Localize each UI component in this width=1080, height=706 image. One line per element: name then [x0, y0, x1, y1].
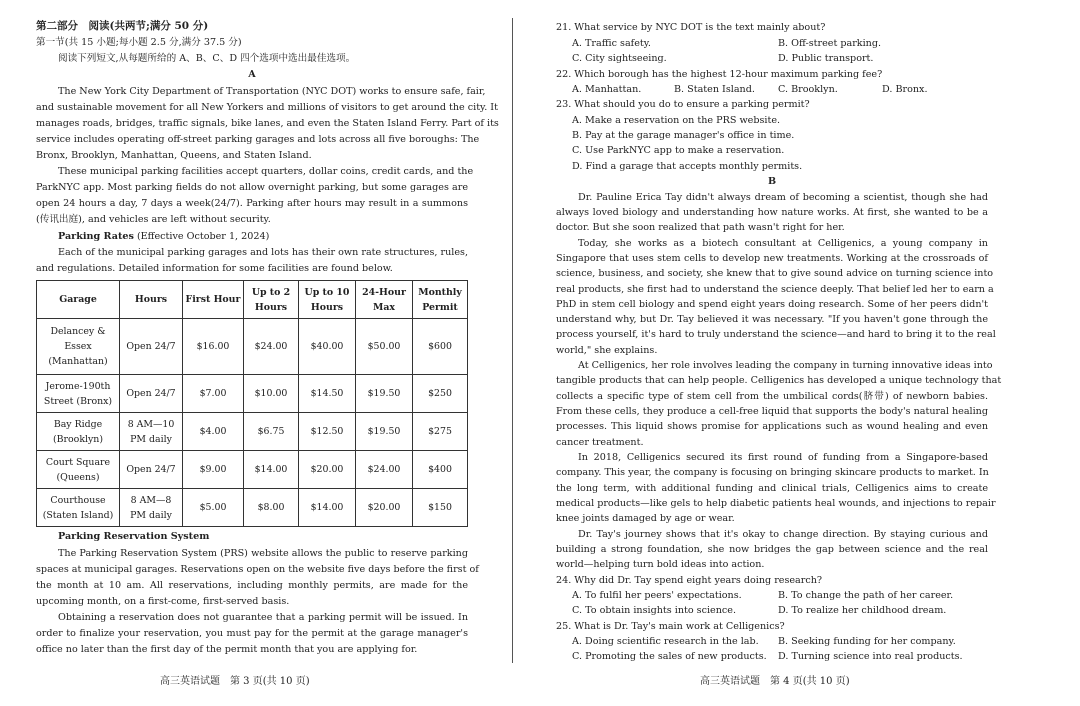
text-line: At Celligenics, her role involves leading the company in turning innovative ideas into: [578, 360, 993, 371]
cell-up-to-2: $6.75: [244, 413, 299, 451]
text-line: understand why, but Dr. Tay believed it was necessary. "If you haven't gone through the: [556, 314, 988, 325]
header-garage: Garage: [37, 281, 120, 319]
cell-up-to-10: $12.50: [299, 413, 356, 451]
text-line: real products, she first had to understand the science deeply. That belief led her to earn a: [556, 284, 994, 295]
cell-24-hour-max: $19.50: [356, 413, 413, 451]
cell-garage: Bay Ridge (Brooklyn): [37, 413, 120, 451]
text-line: open 24 hours a day, 7 days a week(24/7). Parking after hours may result in a summons: [36, 198, 468, 209]
cell-24-hour-max: $19.50: [356, 375, 413, 413]
instruction: 阅读下列短文,从每题所给的 A、B、C、D 四个选项中选出最佳选项。: [58, 53, 356, 64]
cell-first-hour: $7.00: [183, 375, 244, 413]
cell-up-to-2: $24.00: [244, 319, 299, 375]
text-line: the long term, with additional funding and clinical trials, Celligenics aims to create: [556, 483, 988, 494]
table-row: [37, 375, 468, 413]
text-line: From these cells, they produce a cell-free liquid that supports the body's natural healing: [556, 406, 988, 417]
cell-24-hour-max: $20.00: [356, 489, 413, 527]
option: D. Turning science into real products.: [778, 651, 963, 662]
text-line: order to finalize your reservation, you must pay for the permit at the garage manager's: [36, 628, 468, 639]
text-line: office no later than the first day of the permit month that you are applying for.: [36, 644, 418, 655]
question-22: 22. Which borough has the highest 12-hour maximum parking fee?: [556, 69, 883, 80]
text-line: cancer treatment.: [556, 437, 644, 448]
text-line: science, business, and society, she knew that to give sound advice on turning science into: [556, 268, 994, 279]
text-line: company. This year, the company is focusing on bringing skincare products to market. In: [556, 467, 989, 478]
cell-hours: Open 24/7: [120, 451, 183, 489]
option: D. Find a garage that accepts monthly permits.: [572, 161, 803, 172]
cell-garage: Delancey & Essex (Manhattan): [37, 319, 120, 375]
table-row: [37, 489, 468, 527]
table-row: [37, 413, 468, 451]
text-line: Each of the municipal parking garages and lots has their own rate structures, rules,: [58, 247, 468, 258]
text-line: Obtaining a reservation does not guarantee that a parking permit will be issued. In: [58, 612, 468, 623]
text-line: manages roads, bridges, traffic signals, bike lanes, and even the Staten Island Ferry. Part of its: [36, 118, 499, 129]
header-up-to-10: Up to 10 Hours: [299, 281, 356, 319]
text-line: upcoming month, on a first-come, first-served basis.: [36, 596, 290, 607]
text-line: world—helping turn bold ideas into action.: [556, 559, 765, 570]
text-line: building a strong foundation, she now bridges the gap between science and the real: [556, 544, 988, 555]
option: C. To obtain insights into science.: [572, 605, 737, 616]
cell-first-hour: $4.00: [183, 413, 244, 451]
text-line: process yourself, it's hard to truly understand the science—and hard to bring it to the real: [556, 329, 996, 340]
table-header-row: [37, 281, 468, 319]
text-line: and regulations. Detailed information for some facilities are found below.: [36, 263, 393, 274]
subsection-title: 第一节(共 15 小题;每小题 2.5 分,满分 37.5 分): [36, 37, 242, 48]
text-line: (传讯出庭), and vehicles are left without security.: [36, 214, 271, 225]
text-line: world," she explains.: [556, 345, 658, 356]
cell-garage: Courthouse (Staten Island): [37, 489, 120, 527]
cell-monthly-permit: $275: [413, 413, 468, 451]
question-23: 23. What should you do to ensure a parking permit?: [556, 99, 810, 110]
cell-monthly-permit: $400: [413, 451, 468, 489]
cell-monthly-permit: $250: [413, 375, 468, 413]
text-line: The Parking Reservation System (PRS) website allows the public to reserve parking: [58, 548, 468, 559]
column-divider: [512, 18, 513, 663]
option: B. Seeking funding for her company.: [778, 636, 956, 647]
option: B. Off-street parking.: [778, 38, 882, 49]
option: A. Make a reservation on the PRS website.: [572, 115, 781, 126]
option: D. To realize her childhood dream.: [778, 605, 947, 616]
option: C. Promoting the sales of new products.: [572, 651, 767, 662]
text-line: knee joints damaged by age or wear.: [556, 513, 735, 524]
cell-hours: Open 24/7: [120, 319, 183, 375]
question-25: 25. What is Dr. Tay's main work at Celligenics?: [556, 621, 785, 632]
text-line: processes. This liquid shows promise for applications such as wound healing and even: [556, 421, 988, 432]
text-line: Dr. Tay's journey shows that it's okay to change direction. By staying curious and: [578, 529, 988, 540]
parking-rates-table: [36, 280, 468, 527]
text-line: and sustainable movement for all New Yorkers and millions of visitors to get around the city. It: [36, 102, 498, 113]
text-line: PhD in stem cell biology and spend eight years doing research. Some of her peers didn't: [556, 299, 988, 310]
text-line: Today, she works as a biotech consultant at Celligenics, a young company in: [578, 238, 988, 249]
text-line: always loved biology and understanding how nature works. At first, she wanted to be a: [556, 207, 988, 218]
text-line: The New York City Department of Transportation (NYC DOT) works to ensure safe, fair,: [58, 86, 486, 97]
cell-first-hour: $16.00: [183, 319, 244, 375]
text-line: Bronx, Brooklyn, Manhattan, Queens, and Staten Island.: [36, 150, 312, 161]
cell-garage: Jerome-190th Street (Bronx): [37, 375, 120, 413]
text-line: ParkNYC app. Most parking fields do not allow overnight parking, but some garages are: [36, 182, 468, 193]
cell-up-to-2: $14.00: [244, 451, 299, 489]
text-line: spaces at municipal garages. Reservations open on the website five days before the first of: [36, 564, 479, 575]
question-21: 21. What service by NYC DOT is the text mainly about?: [556, 22, 826, 33]
cell-up-to-2: $8.00: [244, 489, 299, 527]
cell-up-to-10: $14.50: [299, 375, 356, 413]
table-row: [37, 451, 468, 489]
header-up-to-2: Up to 2 Hours: [244, 281, 299, 319]
text-line: Dr. Pauline Erica Tay didn't always dream of becoming a scientist, though she had: [578, 192, 988, 203]
option: D. Bronx.: [882, 84, 928, 95]
cell-monthly-permit: $600: [413, 319, 468, 375]
option: A. To fulfil her peers' expectations.: [572, 590, 742, 601]
page-footer-left: 高三英语试题 第 3 页(共 10 页): [160, 676, 310, 687]
cell-hours: Open 24/7: [120, 375, 183, 413]
text-line: These municipal parking facilities accept quarters, dollar coins, credit cards, and the: [58, 166, 474, 177]
cell-monthly-permit: $150: [413, 489, 468, 527]
rates-heading: Parking Rates: [58, 231, 134, 242]
passage-b-label: B: [767, 176, 777, 187]
text-line: In 2018, Celligenics secured its first round of funding from a Singapore-based: [578, 452, 988, 463]
text-line: Singapore that uses stem cells to develop new treatments. Working at the crossroads of: [556, 253, 988, 264]
section-title: 第二部分 阅读(共两节;满分 50 分): [36, 20, 209, 32]
option: B. To change the path of her career.: [778, 590, 954, 601]
header-hours: Hours: [120, 281, 183, 319]
text-line: service includes operating off-street parking garages and lots across all five boroughs: The: [36, 134, 480, 145]
option: C. City sightseeing.: [572, 53, 667, 64]
cell-first-hour: $9.00: [183, 451, 244, 489]
rates-heading-line: [58, 231, 269, 243]
cell-up-to-10: $40.00: [299, 319, 356, 375]
text-line: doctor. But she soon realized that path wasn't right for her.: [556, 222, 845, 233]
header-24-hour-max: 24-Hour Max: [356, 281, 413, 319]
option: C. Brooklyn.: [778, 84, 838, 95]
table-row: [37, 319, 468, 375]
cell-hours: 8 AM—8 PM daily: [120, 489, 183, 527]
cell-24-hour-max: $50.00: [356, 319, 413, 375]
cell-first-hour: $5.00: [183, 489, 244, 527]
cell-up-to-10: $14.00: [299, 489, 356, 527]
option: B. Pay at the garage manager's office in time.: [572, 130, 795, 141]
option: D. Public transport.: [778, 53, 874, 64]
cell-24-hour-max: $24.00: [356, 451, 413, 489]
cell-up-to-2: $10.00: [244, 375, 299, 413]
text-line: the month at 10 am. All reservations, including monthly permits, are made for the: [36, 580, 468, 591]
prs-heading: Parking Reservation System: [58, 531, 210, 542]
cell-hours: 8 AM—10 PM daily: [120, 413, 183, 451]
option: B. Staten Island.: [674, 84, 755, 95]
cell-up-to-10: $20.00: [299, 451, 356, 489]
option: C. Use ParkNYC app to make a reservation.: [572, 145, 785, 156]
option: A. Manhattan.: [572, 84, 642, 95]
text-line: tangible products that can help people. Celligenics has developed a unique technology that: [556, 375, 1002, 386]
question-24: 24. Why did Dr. Tay spend eight years doing research?: [556, 575, 823, 586]
cell-garage: Court Square (Queens): [37, 451, 120, 489]
option: A. Doing scientific research in the lab.: [572, 636, 759, 647]
header-first-hour: First Hour: [183, 281, 244, 319]
passage-a-label: A: [248, 69, 256, 80]
option: A. Traffic safety.: [572, 38, 651, 49]
text-line: collects a specific type of stem cell from the umbilical cords(脐带) of newborn babies.: [556, 391, 988, 402]
rates-effective: (Effective October 1, 2024): [133, 231, 270, 242]
header-monthly-permit: Monthly Permit: [413, 281, 468, 319]
text-line: medical products—like gels to help diabetic patients heal wounds, and injections to repair: [556, 498, 996, 509]
page-footer-right: 高三英语试题 第 4 页(共 10 页): [700, 676, 850, 687]
